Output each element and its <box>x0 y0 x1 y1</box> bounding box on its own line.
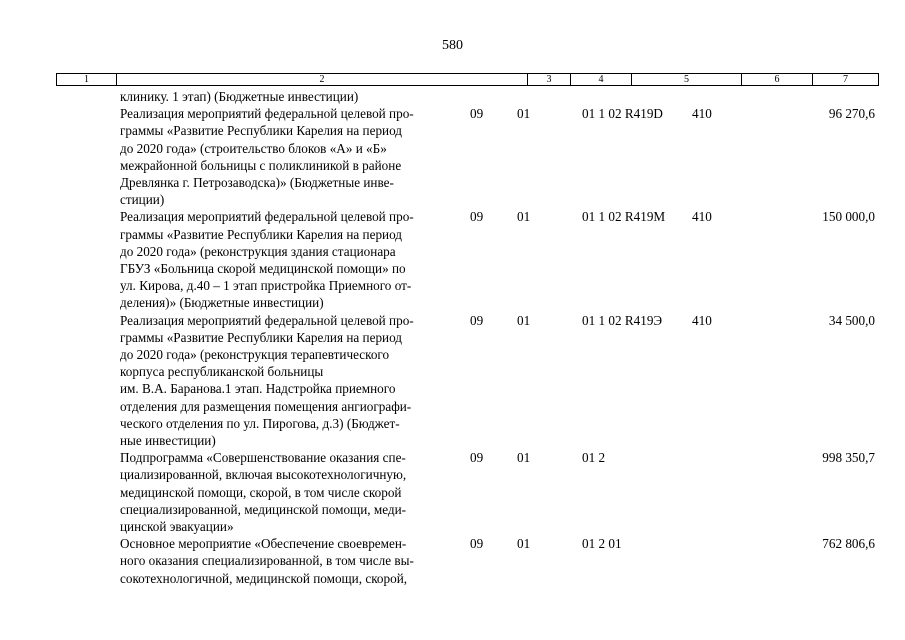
section-code: 09 <box>470 209 484 225</box>
description-line: граммы «Развитие Республики Карелия на период <box>120 123 403 139</box>
header-col-6: 6 <box>741 74 812 85</box>
subsection-code: 01 <box>517 209 531 225</box>
description-line: циализированной, включая высокотехнологичную, <box>120 467 407 483</box>
subsection-code: 01 <box>517 450 531 466</box>
description-line: до 2020 года» (строительство блоков «А» и «Б» <box>120 140 387 156</box>
row-description <box>120 535 470 587</box>
table-body <box>0 88 905 587</box>
description-line: сокотехнологичной, медицинской помощи, скорой, <box>120 570 408 586</box>
header-col-1: 1 <box>84 74 89 85</box>
expense-type-code: 410 <box>692 209 712 225</box>
description-line: Основное мероприятие «Обеспечение своевремен- <box>120 536 407 552</box>
description-line: Реализация мероприятий федеральной целевой про- <box>120 209 414 225</box>
description-line: деления)» (Бюджетные инвестиции) <box>120 295 324 311</box>
description-line: граммы «Развитие Республики Карелия на период <box>120 226 403 242</box>
section-code: 09 <box>470 450 484 466</box>
description-line: клинику. 1 этап) (Бюджетные инвестиции) <box>120 89 359 104</box>
expense-type-code: 410 <box>692 312 712 328</box>
description-line: ческого отделения по ул. Пирогова, д.3) (Бюджет- <box>120 415 400 431</box>
description-line: граммы «Развитие Республики Карелия на период <box>120 329 403 345</box>
description-line: ного оказания специализированной, в том числе вы- <box>120 553 414 569</box>
subsection-code: 01 <box>517 106 531 122</box>
row-description <box>120 312 470 450</box>
description-line: межрайонной больницы с поликлиникой в районе <box>120 157 402 173</box>
table-row <box>0 312 905 450</box>
header-col-4: 4 <box>570 74 631 85</box>
description-line: ГБУЗ «Больница скорой медицинской помощи» по <box>120 261 406 277</box>
amount: 150 000,0 <box>822 209 875 225</box>
description-line: Реализация мероприятий федеральной целевой про- <box>120 312 414 328</box>
description-line: им. В.А. Баранова.1 этап. Надстройка приемного <box>120 381 396 397</box>
description-line: корпуса республиканской больницы <box>120 364 324 380</box>
row-description <box>120 88 470 105</box>
header-col-5: 5 <box>631 74 741 85</box>
table-row <box>0 105 905 208</box>
row-description <box>120 105 470 208</box>
target-item-code: 01 2 01 <box>582 536 622 552</box>
row-description <box>120 449 470 535</box>
table-row <box>0 535 905 587</box>
description-line: медицинской помощи, скорой, в том числе скорой <box>120 484 402 500</box>
target-item-code: 01 1 02 R419D <box>582 106 663 122</box>
description-line: до 2020 года» (реконструкция терапевтического <box>120 347 390 363</box>
table-row <box>0 449 905 535</box>
row-description <box>120 208 470 311</box>
target-item-code: 01 1 02 R419M <box>582 209 666 225</box>
description-line: цинской эвакуации» <box>120 519 234 535</box>
amount: 34 500,0 <box>828 312 875 328</box>
description-line: ул. Кирова, д.40 – 1 этап пристройка Приемного от- <box>120 278 412 294</box>
header-col-7: 7 <box>812 74 878 85</box>
section-code: 09 <box>470 536 484 552</box>
amount: 762 806,6 <box>822 536 875 552</box>
target-item-code: 01 2 <box>582 450 606 466</box>
description-line: до 2020 года» (реконструкция здания стационара <box>120 243 396 259</box>
expense-type-code: 410 <box>692 106 712 122</box>
description-line: отделения для размещения помещения ангиографи- <box>120 398 412 414</box>
description-line: Реализация мероприятий федеральной целевой про- <box>120 106 414 122</box>
table-row <box>0 208 905 311</box>
table-row <box>0 88 905 105</box>
header-col-2: 2 <box>116 74 527 85</box>
subsection-code: 01 <box>517 536 531 552</box>
target-item-code: 01 1 02 R419Э <box>582 312 663 328</box>
subsection-code: 01 <box>517 312 531 328</box>
table-header <box>56 73 879 86</box>
header-col-3: 3 <box>527 74 570 85</box>
description-line: Древлянка г. Петрозаводска)» (Бюджетные инве- <box>120 175 394 191</box>
amount: 96 270,6 <box>828 106 875 122</box>
description-line: стиции) <box>120 192 165 208</box>
section-code: 09 <box>470 312 484 328</box>
description-line: специализированной, медицинской помощи, меди- <box>120 501 407 517</box>
description-line: ные инвестиции) <box>120 433 216 449</box>
description-line: Подпрограмма «Совершенствование оказания спе- <box>120 450 406 466</box>
page-number: 580 <box>442 38 463 53</box>
section-code: 09 <box>470 106 484 122</box>
amount: 998 350,7 <box>822 450 875 466</box>
